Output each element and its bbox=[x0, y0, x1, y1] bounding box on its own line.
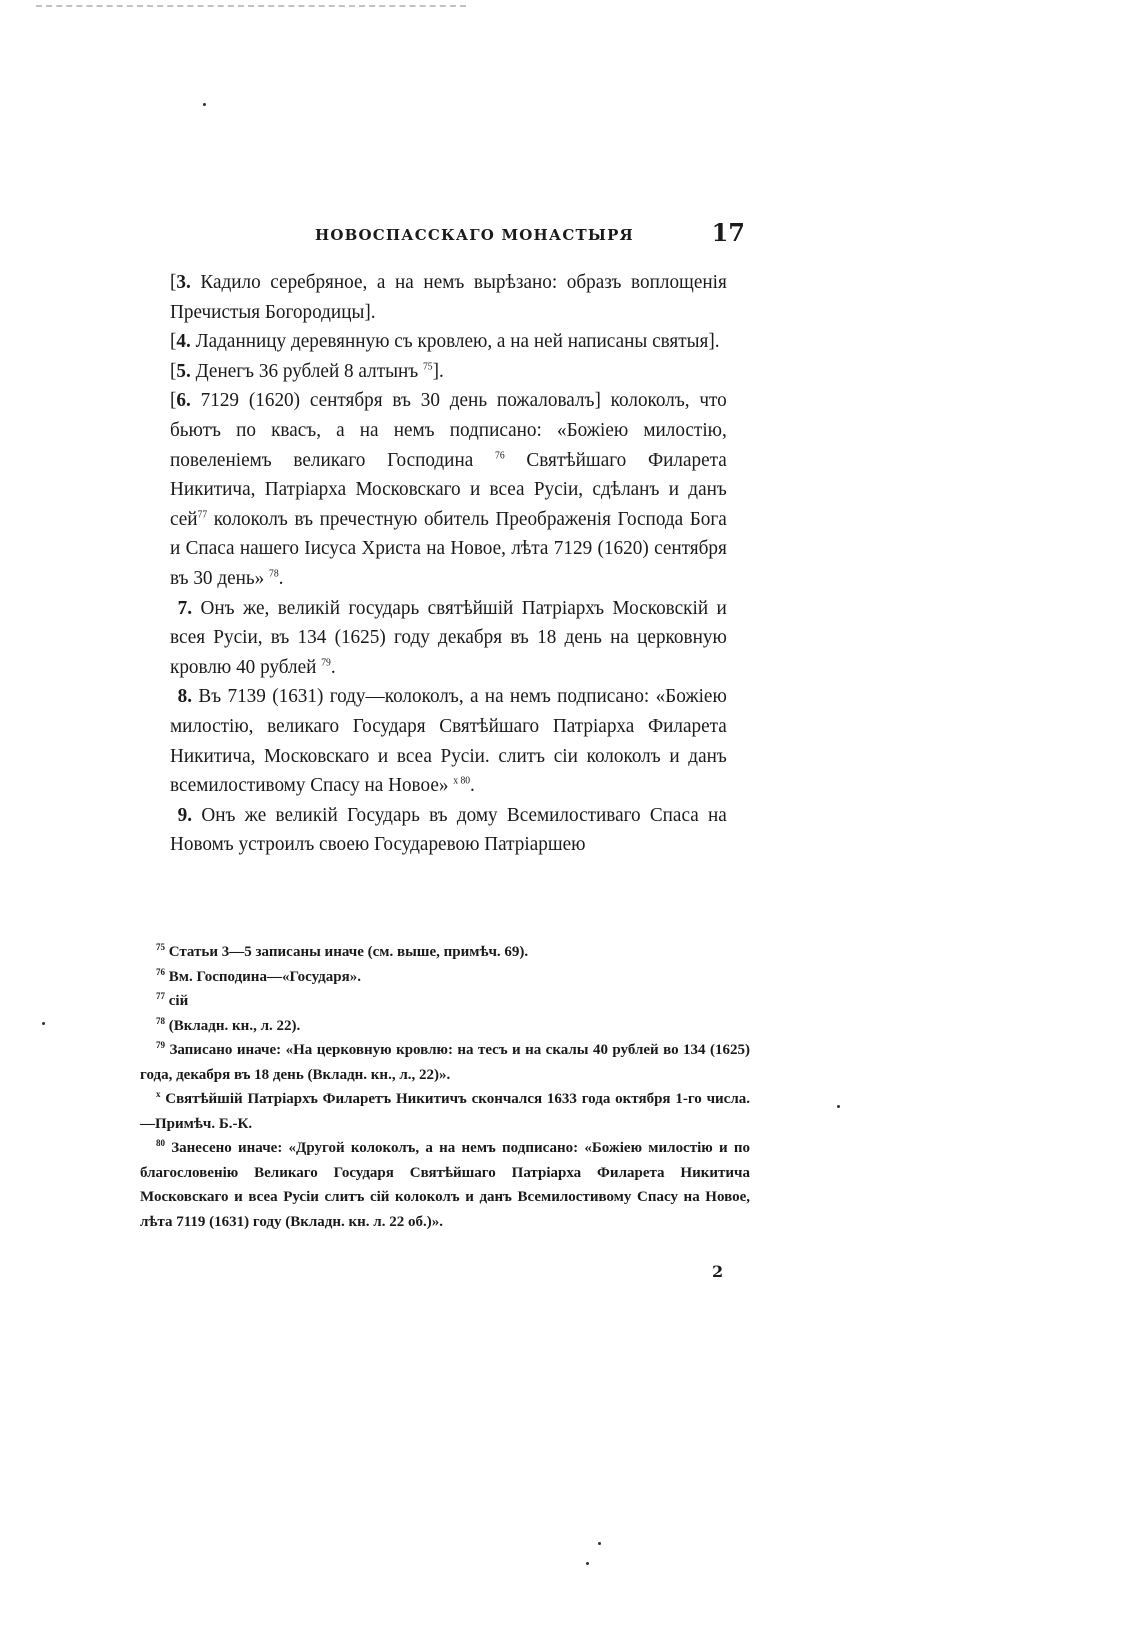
footnote-mark: 79 bbox=[156, 1040, 165, 1050]
scan-speck bbox=[837, 1105, 840, 1108]
signature-mark: 2 bbox=[712, 1262, 724, 1281]
scan-speck bbox=[42, 1022, 45, 1025]
footnote-ref: 79 bbox=[321, 657, 331, 669]
footnote-mark: 80 bbox=[156, 1138, 165, 1148]
running-title: НОВОСПАССКАГО МОНАСТЫРЯ bbox=[315, 226, 634, 244]
footnote-ref: 76 bbox=[495, 449, 505, 461]
footnote-mark: 76 bbox=[156, 966, 165, 977]
footnote-ref: 77 bbox=[197, 509, 208, 521]
scan-speck bbox=[586, 1562, 589, 1565]
page-number: 17 bbox=[711, 218, 745, 247]
footnote: $^x$ Святѣйшій Патріархъ Филаретъ Никитичъ скончался 1633 года октября 1-го числа.—Примѣч. Б.-К. bbox=[140, 1089, 750, 1132]
paragraph: [4. Ладанницу деревянную съ кровлею, а на ней написаны святыя]. bbox=[170, 330, 720, 353]
scan-speck bbox=[203, 103, 206, 106]
footnotes bbox=[140, 940, 750, 1234]
footnote: $^{77}$ сій bbox=[156, 991, 189, 1009]
footnote-ref: 75 bbox=[422, 361, 433, 373]
paragraph: [3. Кадило серебряное, а на немъ вырѣзано: образъ воплощенія Пречистыя Богородицы]. bbox=[170, 271, 727, 323]
paragraph: [5. Денегъ 36 рублей 8 алтынъ $^{75}$]. bbox=[170, 359, 444, 382]
footnote: $^{76}$ Вм. Господина—«Государя». bbox=[156, 966, 361, 985]
paragraph: 7. Онъ же, великій государь святѣйшій Патріархъ Московскій и всея Русіи, въ 134 (1625) году декабря въ 18 день на церковную кровлю 40 рублей $^{79}$. bbox=[170, 596, 727, 678]
footnote-mark: x bbox=[156, 1089, 161, 1099]
paragraph: 9. Онъ же великій Государь въ дому Всемилостиваго Спаса на Новомъ устроилъ своею Государевою Патріаршею bbox=[170, 803, 727, 856]
footnote: $^{78}$ (Вкладн. кн., л. 22). bbox=[156, 1015, 301, 1034]
footnote: $^{79}$ Записано иначе: «На церковную кровлю: на тесъ и на скалы 40 рублей во 134 (1625) года, декабря въ 18 день (Вкладн. кн., л., 22)». bbox=[140, 1040, 750, 1083]
footnote-ref: 78 bbox=[269, 568, 279, 580]
page-header bbox=[315, 218, 745, 252]
footnote-mark: 75 bbox=[156, 942, 165, 952]
footnote-mark: 77 bbox=[156, 991, 165, 1001]
scan-edge-artifact bbox=[36, 0, 466, 7]
paragraph: [6. 7129 (1620) сентября въ 30 день пожаловалъ] колоколъ, что бьютъ по квасъ, а на немъ подписано: «Божіею милостію, повеленіемъ великаго Господина $^{76}$ Святѣйшаго Филарета Никитича, Патріарха Московскаго и всеа Русіи, сдѣланъ и данъ сей$^{77}$ колоколъ въ пречестную обитель Преображенія Господа Бога и Спаса нашего Іисуса Христа на Новое, лѣта 7129 (1620) сентября въ 30 день» $^{78}$. bbox=[170, 389, 727, 589]
body-text bbox=[170, 268, 727, 860]
scan-speck bbox=[598, 1542, 601, 1545]
footnote: $^{75}$ Статьи 3—5 записаны иначе (см. выше, примѣч. 69). bbox=[156, 942, 529, 960]
paragraph: 8. Въ 7139 (1631) году—колоколъ, а на немъ подписано: «Божіею милостію, великаго Государя Святѣйшаго Патріарха Филарета Никитича, Московскаго и всеа Русіи. слитъ сіи колоколъ и данъ всемилостивому Спасу на Новое» $^{x 80}$. bbox=[170, 685, 727, 797]
footnote-ref: x 80 bbox=[453, 775, 471, 787]
footnote-mark: 78 bbox=[156, 1015, 165, 1026]
footnote: $^{80}$ Занесено иначе: «Другой колоколъ, а на немъ подписано: «Божіею милостію и по благословенію Великаго Государя Святѣйшаго Патріарха Филарета Никитича Московскаго и всеа Русіи слитъ сій колоколъ и данъ Всемилостивому Спасу на Новое, лѣта 7119 (1631) году (Вкладн. кн. л. 22 об.)». bbox=[140, 1138, 750, 1230]
